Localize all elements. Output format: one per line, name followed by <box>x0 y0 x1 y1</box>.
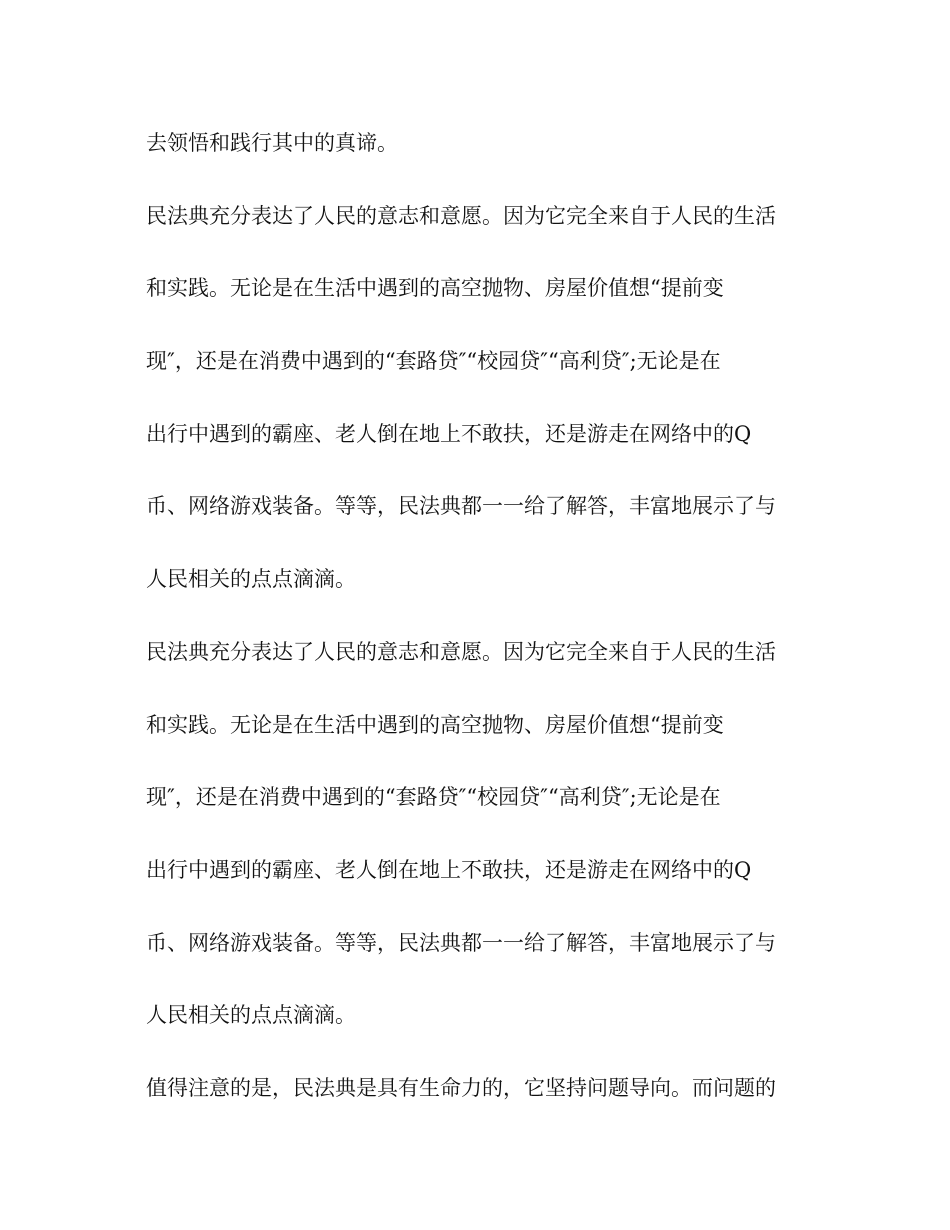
text-line: 出行中遇到的霸座、老人倒在地上不敢扶，还是游走在网络中的Q <box>146 421 752 446</box>
text-line: 人民相关的点点滴滴。 <box>146 567 356 592</box>
text-line: 去领悟和践行其中的真谛。 <box>146 131 398 155</box>
text-line: 现″，还是在消费中遇到的“套路贷″“校园贷″“高利贷″;无论是在 <box>146 349 721 374</box>
text-line: 币、网络游戏装备。等等，民法典都一一给了解答，丰富地展示了与 <box>146 494 776 519</box>
text-line: 币、网络游戏装备。等等，民法典都一一给了解答，丰富地展示了与 <box>146 930 776 955</box>
text-line: 出行中遇到的霸座、老人倒在地上不敢扶，还是游走在网络中的Q <box>146 857 752 882</box>
text-line: 值得注意的是，民法典是具有生命力的，它坚持问题导向。而问题的 <box>146 1075 776 1100</box>
text-line: 民法典充分表达了人民的意志和意愿。因为它完全来自于人民的生活 <box>146 203 776 228</box>
text-line: 人民相关的点点滴滴。 <box>146 1003 356 1028</box>
text-line: 民法典充分表达了人民的意志和意愿。因为它完全来自于人民的生活 <box>146 639 776 664</box>
text-line: 和实践。无论是在生活中遇到的高空抛物、房屋价值想“提前变 <box>146 276 724 301</box>
text-line: 和实践。无论是在生活中遇到的高空抛物、房屋价值想“提前变 <box>146 712 724 737</box>
body-text <box>146 121 806 1139</box>
text-line: 现″，还是在消费中遇到的“套路贷″“校园贷″“高利贷″;无论是在 <box>146 785 721 810</box>
